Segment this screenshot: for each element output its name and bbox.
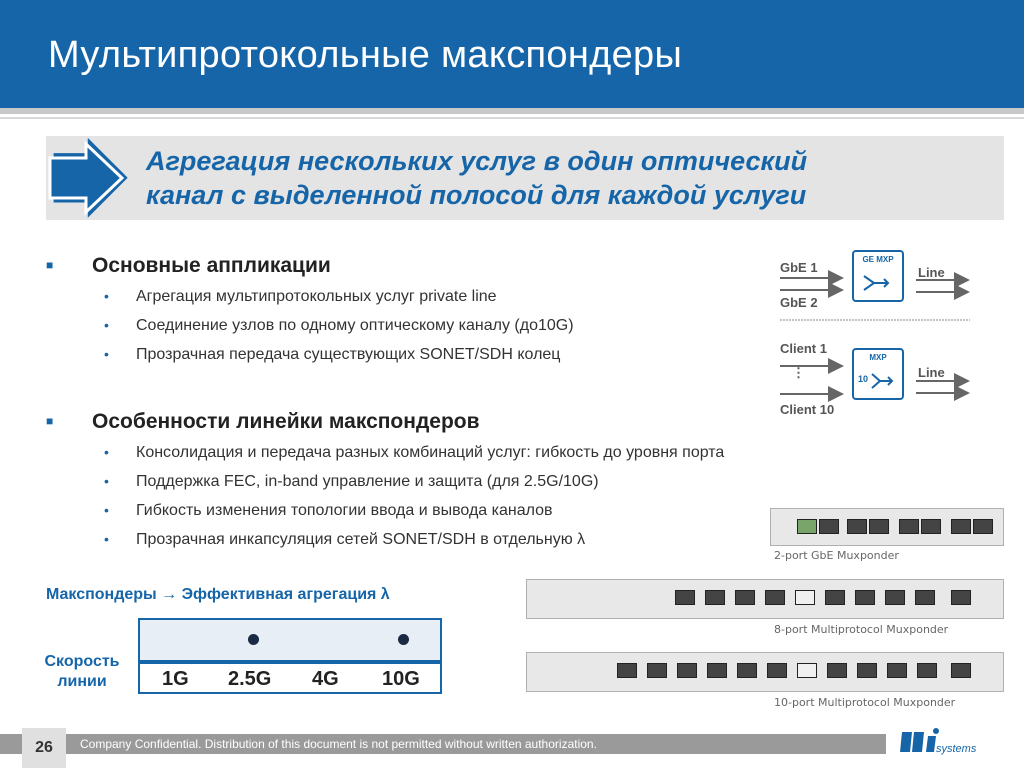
- port: [899, 519, 919, 534]
- diagram-label-line-bottom: Line: [918, 365, 945, 380]
- arrow-right-icon: →: [161, 586, 178, 603]
- list-item: Консолидация и передача разных комбинаций услуг: гибкость до уровня порта: [136, 444, 725, 461]
- port: [973, 519, 993, 534]
- banner-text: [146, 144, 986, 212]
- page-number: 26: [22, 728, 66, 768]
- mxp-label: MXP: [869, 353, 887, 362]
- banner-line-1: Агрегация нескольких услуг в один оптический: [146, 146, 808, 176]
- port: [869, 519, 889, 534]
- page-title: Мультипротокольные макспондеры: [48, 34, 683, 76]
- port: [737, 663, 757, 678]
- port: [915, 590, 935, 605]
- ge-mxp-box: [852, 250, 904, 302]
- bullet-icon: •: [104, 346, 109, 362]
- device-10port-panel: [526, 652, 1004, 692]
- port: [847, 519, 867, 534]
- speed-value-10g: 10G: [382, 668, 420, 690]
- list-item: Соединение узлов по одному оптическому каналу (до10G): [136, 317, 574, 334]
- bullet-icon: •: [104, 473, 109, 489]
- bullet-icon: •: [104, 531, 109, 547]
- device-2port-panel: [770, 508, 1004, 546]
- arrow-right-icon: [46, 136, 136, 220]
- port: [917, 663, 937, 678]
- port: [855, 590, 875, 605]
- speed-divider: [140, 660, 440, 664]
- port: [735, 590, 755, 605]
- list-item: Прозрачная передача существующих SONET/SDH колец: [136, 346, 561, 363]
- device-caption-10port: 10-port Multiprotocol Muxponder: [774, 696, 956, 709]
- ge-mxp-label: GE MXP: [862, 255, 894, 264]
- company-logo: [898, 726, 978, 763]
- list-item: Прозрачная инкапсуляция сетей SONET/SDH в отдельную λ: [136, 531, 586, 548]
- diagram-label-gbe1: GbE 1: [780, 260, 818, 275]
- port: [819, 519, 839, 534]
- section-title-features: Особенности линейки макспондеров: [92, 410, 480, 433]
- port: [797, 663, 817, 678]
- section-title-applications: Основные аппликации: [92, 254, 331, 277]
- square-bullet-icon: ■: [46, 414, 54, 428]
- aggregation-heading: [46, 586, 390, 604]
- speed-value-4g: 4G: [312, 668, 339, 690]
- title-divider-thin: [0, 117, 1024, 119]
- aggregation-heading-left: Макспондеры: [46, 586, 157, 603]
- port: [647, 663, 667, 678]
- diagram-label-line-top: Line: [918, 265, 945, 280]
- port: [951, 590, 971, 605]
- port: [675, 590, 695, 605]
- speed-value-2-5g: 2.5G: [228, 668, 272, 690]
- diagram-label-gbe2: GbE 2: [780, 295, 818, 310]
- port: [825, 590, 845, 605]
- port: [887, 663, 907, 678]
- square-bullet-icon: ■: [46, 258, 54, 272]
- port: [951, 519, 971, 534]
- diagram-label-ellipsis: ⋮: [792, 365, 805, 380]
- speed-label: Скорость линии: [44, 653, 120, 690]
- speed-marker-row: [140, 620, 440, 660]
- port: [677, 663, 697, 678]
- port: [921, 519, 941, 534]
- list-item: Гибкость изменения топологии ввода и вывода каналов: [136, 502, 553, 519]
- banner-line-2: канал с выделенной полосой для каждой услуги: [146, 180, 807, 210]
- diagram-label-client10: Client 10: [780, 402, 835, 417]
- device-8port-panel: [526, 579, 1004, 619]
- device-caption-2port: 2-port GbE Muxponder: [774, 549, 899, 562]
- port: [795, 590, 815, 605]
- speed-table: [138, 618, 442, 694]
- bullet-icon: •: [104, 288, 109, 304]
- merge-icon: [854, 364, 902, 398]
- bullet-icon: •: [104, 444, 109, 460]
- bullet-icon: •: [104, 317, 109, 333]
- logo-systems-text: systems: [936, 743, 977, 755]
- title-divider: [0, 108, 1024, 114]
- aggregation-heading-right: Эффективная агрегация λ: [181, 586, 390, 603]
- port: [705, 590, 725, 605]
- speed-marker-dot-10g: [398, 634, 409, 645]
- list-item: Поддержка FEC, in-band управление и защита (для 2.5G/10G): [136, 473, 599, 490]
- port: [765, 590, 785, 605]
- bullet-icon: •: [104, 502, 109, 518]
- muxponder-diagram: [776, 244, 976, 424]
- speed-value-1g: 1G: [162, 668, 189, 690]
- mxp-number: 10: [858, 374, 869, 384]
- port: [885, 590, 905, 605]
- mxp-box: [852, 348, 904, 400]
- port: [767, 663, 787, 678]
- list-item: Агрегация мультипротокольных услуг private line: [136, 288, 497, 305]
- merge-icon: [854, 266, 902, 300]
- speed-marker-dot-2-5g: [248, 634, 259, 645]
- port: [951, 663, 971, 678]
- port: [857, 663, 877, 678]
- port: [617, 663, 637, 678]
- diagram-label-client1: Client 1: [780, 341, 827, 356]
- port: [797, 519, 817, 534]
- port: [707, 663, 727, 678]
- footer-confidential: Company Confidential. Distribution of this document is not permitted without written authorization.: [80, 737, 597, 751]
- port: [827, 663, 847, 678]
- device-caption-8port: 8-port Multiprotocol Muxponder: [774, 623, 949, 636]
